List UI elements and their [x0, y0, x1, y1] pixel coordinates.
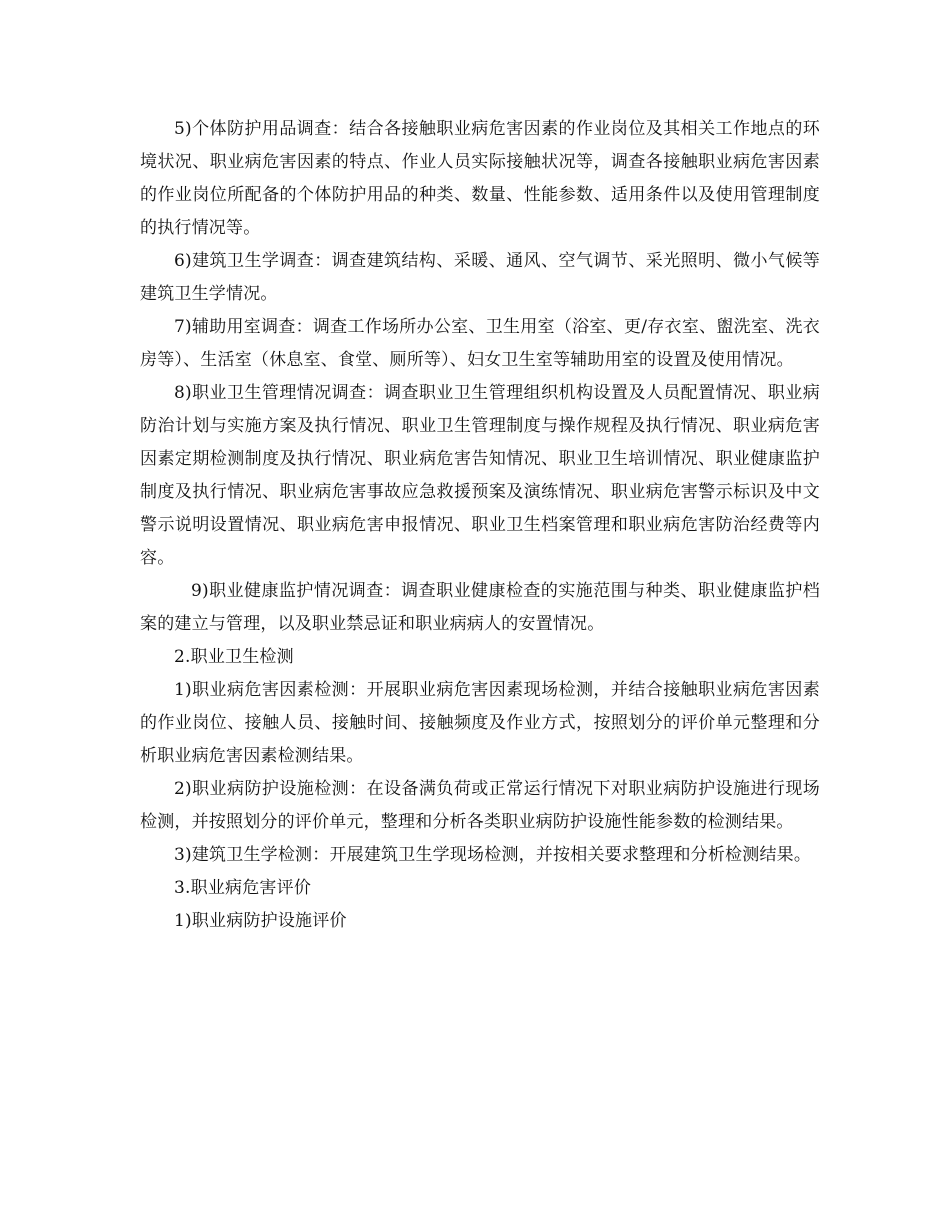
paragraph-protective-facility-testing: 2)职业病防护设施检测：在设备满负荷或正常运行情况下对职业病防护设施进行现场检测，并按照划分的评价单元，整理和分析各类职业病防护设施性能参数的检测结果。 — [140, 779, 820, 832]
paragraph-ppe-survey: 5)个体防护用品调查：结合各接触职业病危害因素的作业岗位及其相关工作地点的环境状况、职业病危害因素的特点、作业人员实际接触状况等，调查各接触职业病危害因素的作业岗位所配备的个体防护用品的种类、数量、性能参数、适用条件以及使用管理制度的执行情况等。 — [140, 119, 820, 238]
document-body — [140, 113, 820, 938]
section-heading-hazard-evaluation: 3.职业病危害评价 — [174, 878, 312, 898]
paragraph-building-hygiene-testing: 3)建筑卫生学检测：开展建筑卫生学现场检测，并按相关要求整理和分析检测结果。 — [174, 845, 812, 865]
paragraph-auxiliary-room-survey: 7)辅助用室调查：调查工作场所办公室、卫生用室（浴室、更/存衣室、盥洗室、洗衣房等）、生活室（休息室、食堂、厕所等）、妇女卫生室等辅助用室的设置及使用情况。 — [140, 317, 820, 370]
section-heading-occupational-testing: 2.职业卫生检测 — [174, 647, 294, 667]
paragraph-management-survey: 8)职业卫生管理情况调查：调查职业卫生管理组织机构设置及人员配置情况、职业病防治计划与实施方案及执行情况、职业卫生管理制度与操作规程及执行情况、职业病危害因素定期检测制度及执行情况、职业病危害告知情况、职业卫生培训情况、职业健康监护制度及执行情况、职业病危害事故应急救援预案及演练情况、职业病危害警示标识及中文警示说明设置情况、职业病危害申报情况、职业卫生档案管理和职业病危害防治经费等内容。 — [140, 383, 820, 568]
subheading-protective-facility-evaluation: 1)职业病防护设施评价 — [174, 911, 347, 931]
paragraph-hazard-factor-testing: 1)职业病危害因素检测：开展职业病危害因素现场检测，并结合接触职业病危害因素的作业岗位、接触人员、接触时间、接触频度及作业方式，按照划分的评价单元整理和分析职业病危害因素检测结果。 — [140, 680, 820, 766]
paragraph-health-surveillance-survey: 9)职业健康监护情况调查：调查职业健康检查的实施范围与种类、职业健康监护档案的建立与管理，以及职业禁忌证和职业病病人的安置情况。 — [140, 581, 820, 634]
paragraph-building-hygiene-survey: 6)建筑卫生学调查：调查建筑结构、采暖、通风、空气调节、采光照明、微小气候等建筑卫生学情况。 — [140, 251, 820, 304]
